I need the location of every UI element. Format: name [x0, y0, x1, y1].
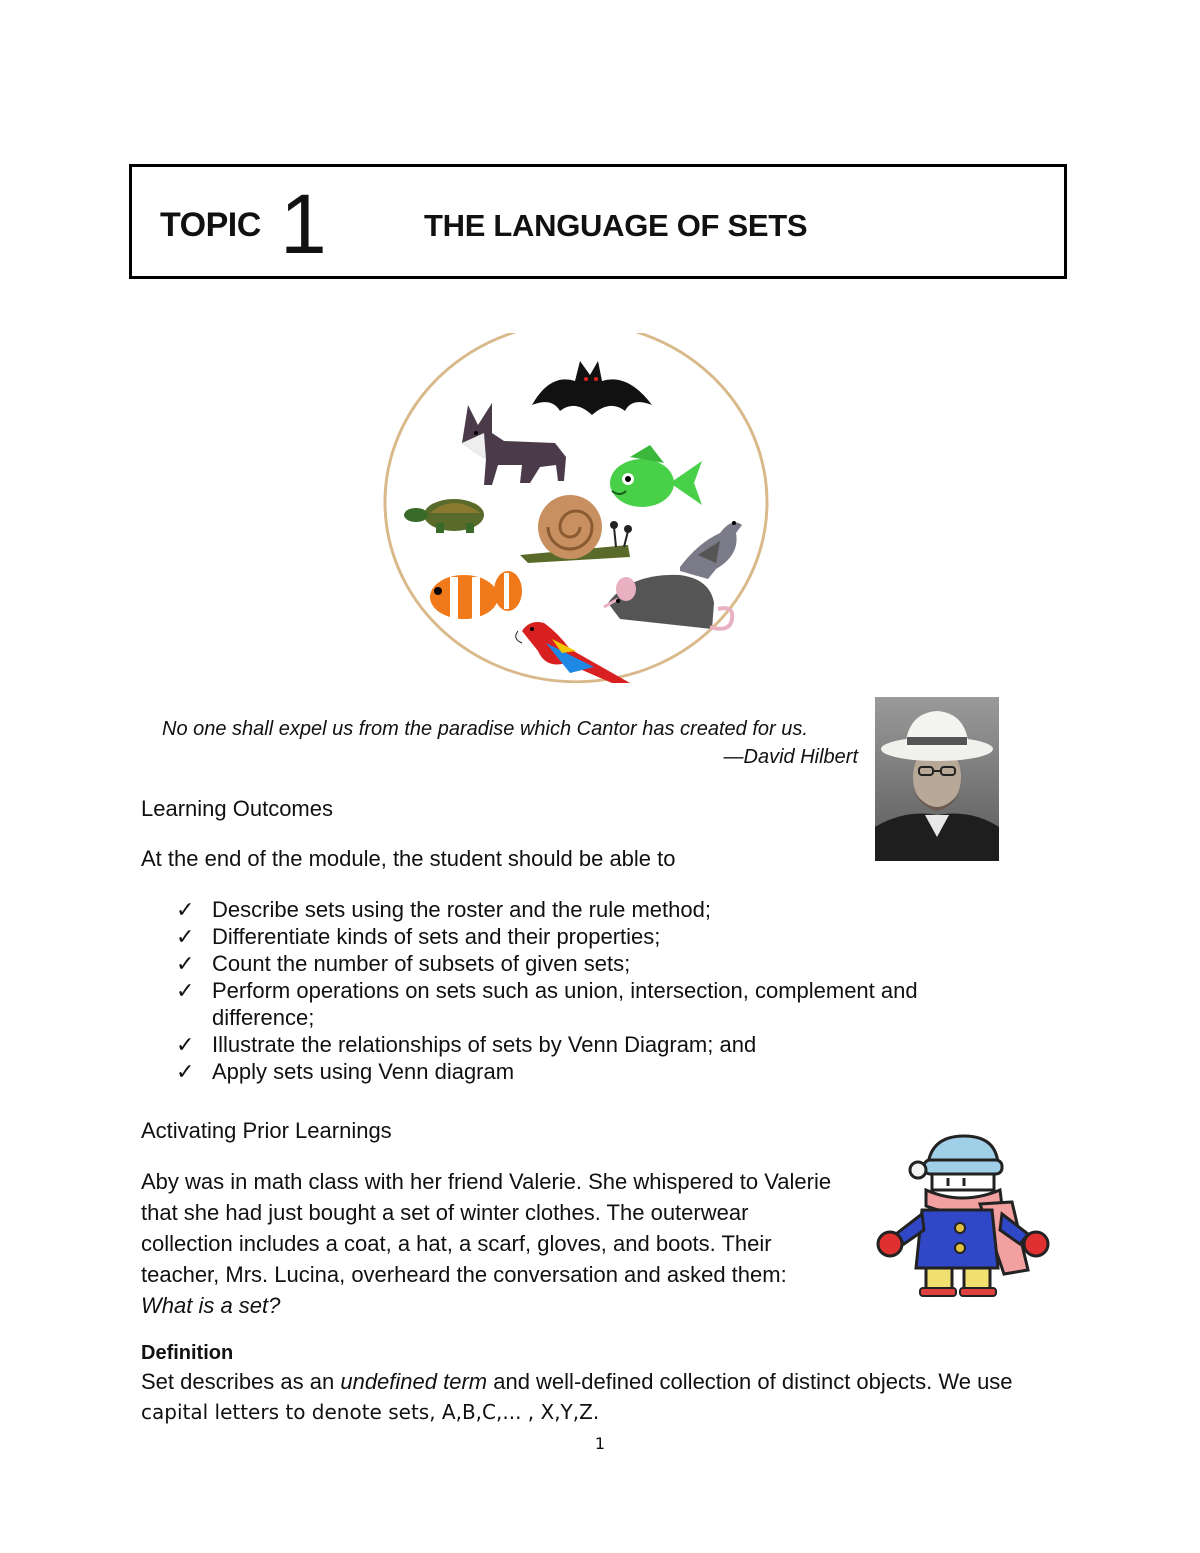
quote-author: —David Hilbert	[723, 746, 858, 768]
pigeon-icon	[680, 521, 742, 579]
list-item	[176, 923, 1006, 950]
quote-text: No one shall expel us from the paradise which Cantor has created for us.	[162, 718, 808, 740]
learning-outcomes-list	[176, 896, 1006, 1085]
check-icon: ✓	[176, 897, 195, 922]
outcome-text: Count the number of subsets of given sets;	[212, 951, 631, 976]
outcome-text: Illustrate the relationships of sets by Venn Diagram; and	[212, 1032, 757, 1057]
wolf-icon	[462, 403, 566, 485]
david-hilbert-photo	[875, 697, 999, 861]
list-item	[176, 950, 1006, 977]
list-item	[176, 977, 1006, 1031]
check-icon: ✓	[176, 978, 195, 1003]
snail-icon	[520, 495, 632, 563]
clownfish-icon	[430, 571, 522, 619]
check-icon: ✓	[176, 1059, 195, 1084]
parrot-icon	[516, 622, 630, 683]
check-icon: ✓	[176, 1032, 195, 1057]
turtle-icon	[404, 499, 484, 533]
check-icon: ✓	[176, 951, 195, 976]
definition-text-start: Set describes as an	[141, 1369, 341, 1394]
bat-icon	[532, 361, 652, 415]
definition-text-end: and well-defined collection of distinct objects. We use	[487, 1369, 1013, 1394]
topic-number: 1	[280, 177, 327, 271]
outcome-text: Differentiate kinds of sets and their properties;	[212, 924, 661, 949]
list-item	[176, 1031, 1006, 1058]
animal-set-illustration	[380, 333, 772, 693]
activating-story	[141, 1166, 841, 1321]
check-icon: ✓	[176, 924, 195, 949]
activating-prior-learnings-heading: Activating Prior Learnings	[141, 1118, 392, 1143]
mouse-icon	[604, 575, 732, 629]
definition-line-1	[141, 1369, 1013, 1395]
learning-outcomes-intro: At the end of the module, the student should be able to	[141, 846, 676, 871]
page-number: 1	[594, 1434, 606, 1453]
outcome-text: Apply sets using Venn diagram	[212, 1059, 515, 1084]
definition-undefined-term: undefined term	[340, 1369, 488, 1394]
definition-heading: Definition	[141, 1342, 234, 1364]
story-text: Aby was in math class with her friend Valerie. She whispered to Valerie that she had just bought a set of winter clothes. The outerwear collection includes a coat, a hat, a scarf, gloves, and boots. Their teacher, Mrs. Lucina, overheard the conversation and asked them:	[141, 1169, 832, 1287]
learning-outcomes-heading: Learning Outcomes	[141, 796, 333, 821]
story-question: What is a set?	[141, 1293, 281, 1318]
outcome-text: Perform operations on sets such as union, intersection, complement and difference;	[212, 978, 918, 1030]
topic-title: THE LANGUAGE OF SETS	[424, 208, 808, 243]
topic-label: TOPIC	[160, 206, 261, 244]
list-item	[176, 1058, 1006, 1085]
list-item	[176, 896, 1006, 923]
outcome-text: Describe sets using the roster and the rule method;	[212, 897, 711, 922]
fish-icon	[610, 445, 702, 507]
winter-clothes-child-illustration	[872, 1130, 1054, 1300]
definition-line-2: capital letters to denote sets, A,B,C,... , X,Y,Z.	[141, 1400, 600, 1424]
